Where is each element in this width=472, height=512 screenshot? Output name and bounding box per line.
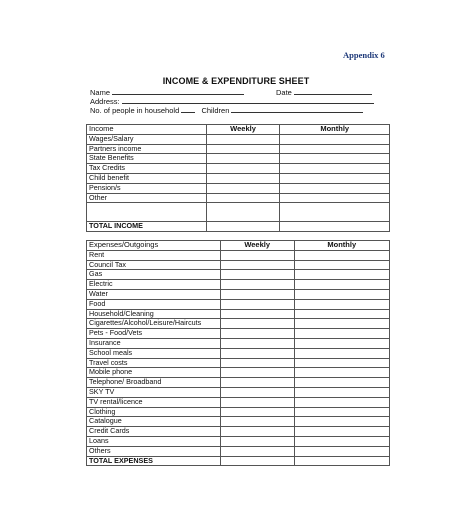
income-row-label: State Benefits xyxy=(87,154,207,164)
table-row xyxy=(87,299,390,309)
table-row xyxy=(87,164,390,174)
date-label: Date xyxy=(276,88,292,97)
expenses-row-label: School meals xyxy=(87,348,221,358)
income-blank-cell xyxy=(87,203,207,222)
income-monthly-cell[interactable] xyxy=(280,134,390,144)
expenses-row-label: Clothing xyxy=(87,407,221,417)
expenses-row-label: Others xyxy=(87,446,221,456)
table-row xyxy=(87,407,390,417)
income-total-label: TOTAL INCOME xyxy=(87,222,207,232)
income-table xyxy=(86,124,390,232)
expenses-monthly-cell[interactable] xyxy=(294,289,390,299)
income-monthly-cell[interactable] xyxy=(280,154,390,164)
table-row xyxy=(87,358,390,368)
expenses-total-label: TOTAL EXPENSES xyxy=(87,456,221,466)
expenses-weekly-cell[interactable] xyxy=(220,299,294,309)
expenses-monthly-cell[interactable] xyxy=(294,319,390,329)
people-label: No. of people in household xyxy=(90,106,180,115)
expenses-monthly-cell[interactable] xyxy=(294,427,390,437)
income-weekly-cell[interactable] xyxy=(206,183,280,193)
income-monthly-cell[interactable] xyxy=(280,173,390,183)
income-monthly-cell[interactable] xyxy=(280,144,390,154)
expenses-monthly-cell[interactable] xyxy=(294,446,390,456)
table-row xyxy=(87,446,390,456)
table-row xyxy=(87,417,390,427)
table-row xyxy=(87,260,390,270)
income-total-monthly[interactable] xyxy=(280,222,390,232)
expenses-row-label: Loans xyxy=(87,436,221,446)
income-row-label: Partners income xyxy=(87,144,207,154)
table-row xyxy=(87,378,390,388)
expenses-weekly-cell[interactable] xyxy=(220,329,294,339)
expenses-weekly-cell[interactable] xyxy=(220,427,294,437)
income-total-weekly[interactable] xyxy=(206,222,280,232)
expenses-row-label: Telephone/ Broadband xyxy=(87,378,221,388)
expenses-weekly-cell[interactable] xyxy=(220,289,294,299)
expenses-weekly-cell[interactable] xyxy=(220,338,294,348)
expenses-monthly-cell[interactable] xyxy=(294,407,390,417)
table-row xyxy=(87,338,390,348)
expenses-monthly-cell[interactable] xyxy=(294,260,390,270)
table-row xyxy=(87,183,390,193)
expenses-weekly-cell[interactable] xyxy=(220,378,294,388)
expenses-weekly-cell[interactable] xyxy=(220,270,294,280)
expenses-monthly-cell[interactable] xyxy=(294,436,390,446)
income-row-label: Pension/s xyxy=(87,183,207,193)
table-row xyxy=(87,270,390,280)
expenses-header-0: Expenses/Outgoings xyxy=(87,241,221,251)
expenses-monthly-cell[interactable] xyxy=(294,329,390,339)
expenses-weekly-cell[interactable] xyxy=(220,387,294,397)
income-row-label: Tax Credits xyxy=(87,164,207,174)
expenses-row-label: SKY TV xyxy=(87,387,221,397)
expenses-weekly-cell[interactable] xyxy=(220,417,294,427)
expenses-weekly-cell[interactable] xyxy=(220,280,294,290)
income-header-1: Weekly xyxy=(206,125,280,135)
income-monthly-cell[interactable] xyxy=(280,183,390,193)
income-row-label: Wages/Salary xyxy=(87,134,207,144)
income-weekly-cell[interactable] xyxy=(206,154,280,164)
table-row xyxy=(87,280,390,290)
table-row xyxy=(87,250,390,260)
expenses-row-label: Mobile phone xyxy=(87,368,221,378)
name-label: Name xyxy=(90,88,111,97)
table-row xyxy=(87,203,390,222)
income-weekly-cell[interactable] xyxy=(206,203,280,222)
expenses-row-label: Electric xyxy=(87,280,221,290)
expenses-row-label: Water xyxy=(87,289,221,299)
table-row xyxy=(87,397,390,407)
expenses-monthly-cell[interactable] xyxy=(294,348,390,358)
name-field[interactable] xyxy=(112,87,244,95)
expenses-monthly-cell[interactable] xyxy=(294,417,390,427)
income-weekly-cell[interactable] xyxy=(206,164,280,174)
table-row xyxy=(87,329,390,339)
expenses-monthly-cell[interactable] xyxy=(294,309,390,319)
expenses-weekly-cell[interactable] xyxy=(220,309,294,319)
table-row xyxy=(87,368,390,378)
expenses-row-label: Cigarettes/Alcohol/Leisure/Haircuts xyxy=(87,319,221,329)
table-row xyxy=(87,134,390,144)
people-field[interactable] xyxy=(181,105,195,113)
table-row xyxy=(87,427,390,437)
expenses-monthly-cell[interactable] xyxy=(294,378,390,388)
table-row xyxy=(87,193,390,203)
expenses-monthly-cell[interactable] xyxy=(294,270,390,280)
income-header-0: Income xyxy=(87,125,207,135)
income-row-label: Child benefit xyxy=(87,173,207,183)
expenses-weekly-cell[interactable] xyxy=(220,348,294,358)
expenses-monthly-cell[interactable] xyxy=(294,397,390,407)
income-weekly-cell[interactable] xyxy=(206,144,280,154)
children-label: Children xyxy=(201,106,230,115)
income-weekly-cell[interactable] xyxy=(206,134,280,144)
expenses-monthly-cell[interactable] xyxy=(294,299,390,309)
expenses-weekly-cell[interactable] xyxy=(220,358,294,368)
table-row xyxy=(87,144,390,154)
expenses-row-label: Credit Cards xyxy=(87,427,221,437)
expenses-header-2: Monthly xyxy=(294,241,390,251)
table-row xyxy=(87,387,390,397)
expenses-total-weekly[interactable] xyxy=(220,456,294,466)
income-row-label: Other xyxy=(87,193,207,203)
expenses-row-label: Catalogue xyxy=(87,417,221,427)
household-row xyxy=(90,105,363,115)
expenses-weekly-cell[interactable] xyxy=(220,397,294,407)
expenses-monthly-cell[interactable] xyxy=(294,368,390,378)
expenses-weekly-cell[interactable] xyxy=(220,319,294,329)
expenses-monthly-cell[interactable] xyxy=(294,280,390,290)
expenses-total-monthly[interactable] xyxy=(294,456,390,466)
expenses-row-label: Rent xyxy=(87,250,221,260)
date-field[interactable] xyxy=(294,87,372,95)
expenses-weekly-cell[interactable] xyxy=(220,436,294,446)
table-row xyxy=(87,154,390,164)
income-monthly-cell[interactable] xyxy=(280,203,390,222)
expenses-row-label: Travel costs xyxy=(87,358,221,368)
expenses-row-label: Household/Cleaning xyxy=(87,309,221,319)
expenses-total-row xyxy=(87,456,390,466)
expenses-row-label: Pets - Food/Vets xyxy=(87,329,221,339)
expenses-header-row xyxy=(87,241,390,251)
expenses-monthly-cell[interactable] xyxy=(294,250,390,260)
expenses-row-label: Insurance xyxy=(87,338,221,348)
income-monthly-cell[interactable] xyxy=(280,164,390,174)
expenses-row-label: Council Tax xyxy=(87,260,221,270)
expenses-weekly-cell[interactable] xyxy=(220,250,294,260)
expenses-weekly-cell[interactable] xyxy=(220,260,294,270)
table-row xyxy=(87,173,390,183)
table-row xyxy=(87,319,390,329)
income-weekly-cell[interactable] xyxy=(206,193,280,203)
address-label: Address: xyxy=(90,97,120,106)
expenses-monthly-cell[interactable] xyxy=(294,387,390,397)
table-row xyxy=(87,436,390,446)
table-row xyxy=(87,289,390,299)
expenses-row-label: Food xyxy=(87,299,221,309)
expenses-weekly-cell[interactable] xyxy=(220,368,294,378)
table-row xyxy=(87,309,390,319)
page-title: INCOME & EXPENDITURE SHEET xyxy=(162,76,310,86)
expenses-table xyxy=(86,240,390,466)
address-field[interactable] xyxy=(122,96,374,104)
income-total-row xyxy=(87,222,390,232)
income-monthly-cell[interactable] xyxy=(280,193,390,203)
expenses-monthly-cell[interactable] xyxy=(294,358,390,368)
income-weekly-cell[interactable] xyxy=(206,173,280,183)
expenses-weekly-cell[interactable] xyxy=(220,446,294,456)
table-row xyxy=(87,348,390,358)
children-field[interactable] xyxy=(231,105,363,113)
expenses-row-label: Gas xyxy=(87,270,221,280)
income-header-row xyxy=(87,125,390,135)
expenses-monthly-cell[interactable] xyxy=(294,338,390,348)
income-header-2: Monthly xyxy=(280,125,390,135)
expenses-row-label: TV rental/licence xyxy=(87,397,221,407)
expenses-weekly-cell[interactable] xyxy=(220,407,294,417)
expenses-header-1: Weekly xyxy=(220,241,294,251)
appendix-label: Appendix 6 xyxy=(343,50,385,60)
